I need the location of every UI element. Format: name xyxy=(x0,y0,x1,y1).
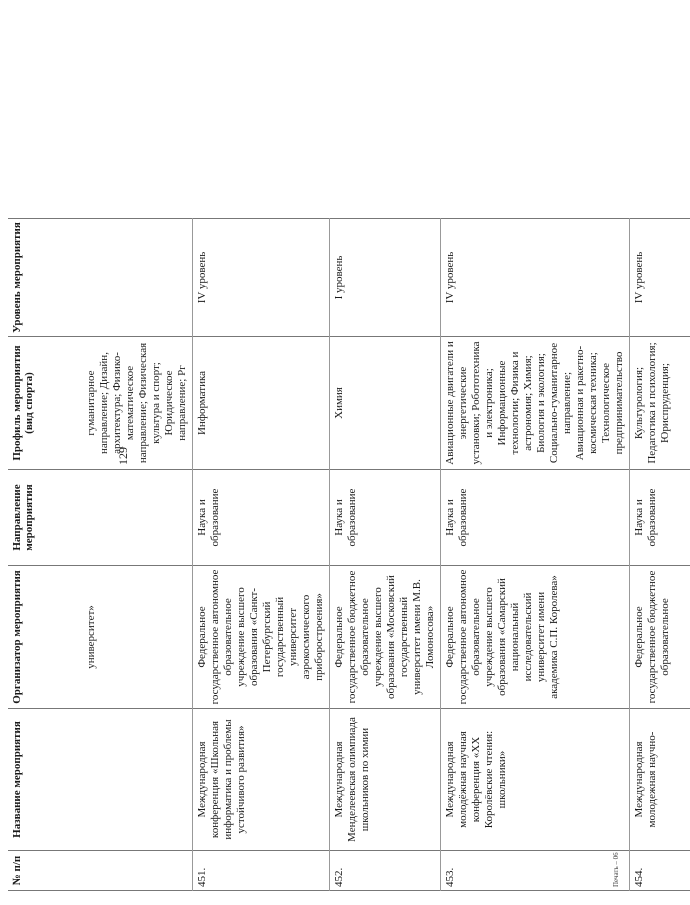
event-profile: Химия xyxy=(330,337,441,470)
header-direction: Направление мероприятия xyxy=(8,470,82,566)
event-organizer: Федеральное государственное бюджетное образовательное xyxy=(630,566,690,709)
events-table xyxy=(8,218,690,891)
header-name: Название мероприятия xyxy=(8,709,82,851)
row-number: 453. xyxy=(441,851,630,891)
header-num: № п/п xyxy=(8,851,82,891)
event-name: Международная конференция «Школьная информатика и проблемы устойчивого развития» xyxy=(193,709,330,851)
event-organizer: Федеральное государственное автономное образовательное учреждение высшего образования «Самарский национальный исследовательский университет имени академика С.П. Королева» xyxy=(441,566,630,709)
event-profile: Информатика xyxy=(193,337,330,470)
row-number: 454. xyxy=(630,851,690,891)
header-organizer: Организатор мероприятия xyxy=(8,566,82,709)
event-direction: Наука и образование xyxy=(630,470,690,566)
event-name: Международная Менделеевская олимпиада школьников по химии xyxy=(330,709,441,851)
event-level: IV уровень xyxy=(193,219,330,337)
header-row xyxy=(8,219,82,891)
table-row xyxy=(441,219,630,891)
event-direction: Наука и образование xyxy=(441,470,630,566)
event-profile: Культурология; Педагогика и психология; Юриспруденция; xyxy=(630,337,690,470)
header-level: Уровень мероприятия xyxy=(8,219,82,337)
continuation-profile: гуманитарное направление; Дизайн, архитектура; Физико-математическое направление; Физическая культура и спорт; Юридическое направление; Рг xyxy=(82,337,193,470)
event-profile: Авиационные двигатели и энергетические установки; Робототехника и электроника; Информационные технологии; Физика и астрономия; Химия; Биология и экология; Социально-гуманитарное направление; Авиационная и ракетно-космическая техника; Технологическое предпринимательство xyxy=(441,337,630,470)
table-row xyxy=(193,219,330,891)
event-direction: Наука и образование xyxy=(330,470,441,566)
event-level: I уровень xyxy=(330,219,441,337)
table-row xyxy=(630,219,690,891)
table-row xyxy=(330,219,441,891)
event-name: Международная молодёжная научная конференция «XX Королёвские чтения: школьники» xyxy=(441,709,630,851)
event-direction: Наука и образование xyxy=(193,470,330,566)
header-profile: Профиль мероприятия (вид спорта) xyxy=(8,337,82,470)
event-organizer: Федеральное государственное бюджетное образовательное учреждение высшего образования «Московский государственный университет имени М.В. Ломоносова» xyxy=(330,566,441,709)
event-level: IV уровень xyxy=(630,219,690,337)
row-number: 452. xyxy=(330,851,441,891)
continuation-row xyxy=(82,219,193,891)
print-mark: Печать – 06 xyxy=(612,852,620,887)
event-organizer: Федеральное государственное автономное образовательное учреждение высшего образования «Санкт-Петербургский государственный университет аэрокосмического приборостроения» xyxy=(193,566,330,709)
page-number: 129 xyxy=(116,447,130,465)
event-name: Международная молодежная научно- xyxy=(630,709,690,851)
event-level: IV уровень xyxy=(441,219,630,337)
continuation-organizer: университет» xyxy=(82,566,193,709)
row-number: 451. xyxy=(193,851,330,891)
